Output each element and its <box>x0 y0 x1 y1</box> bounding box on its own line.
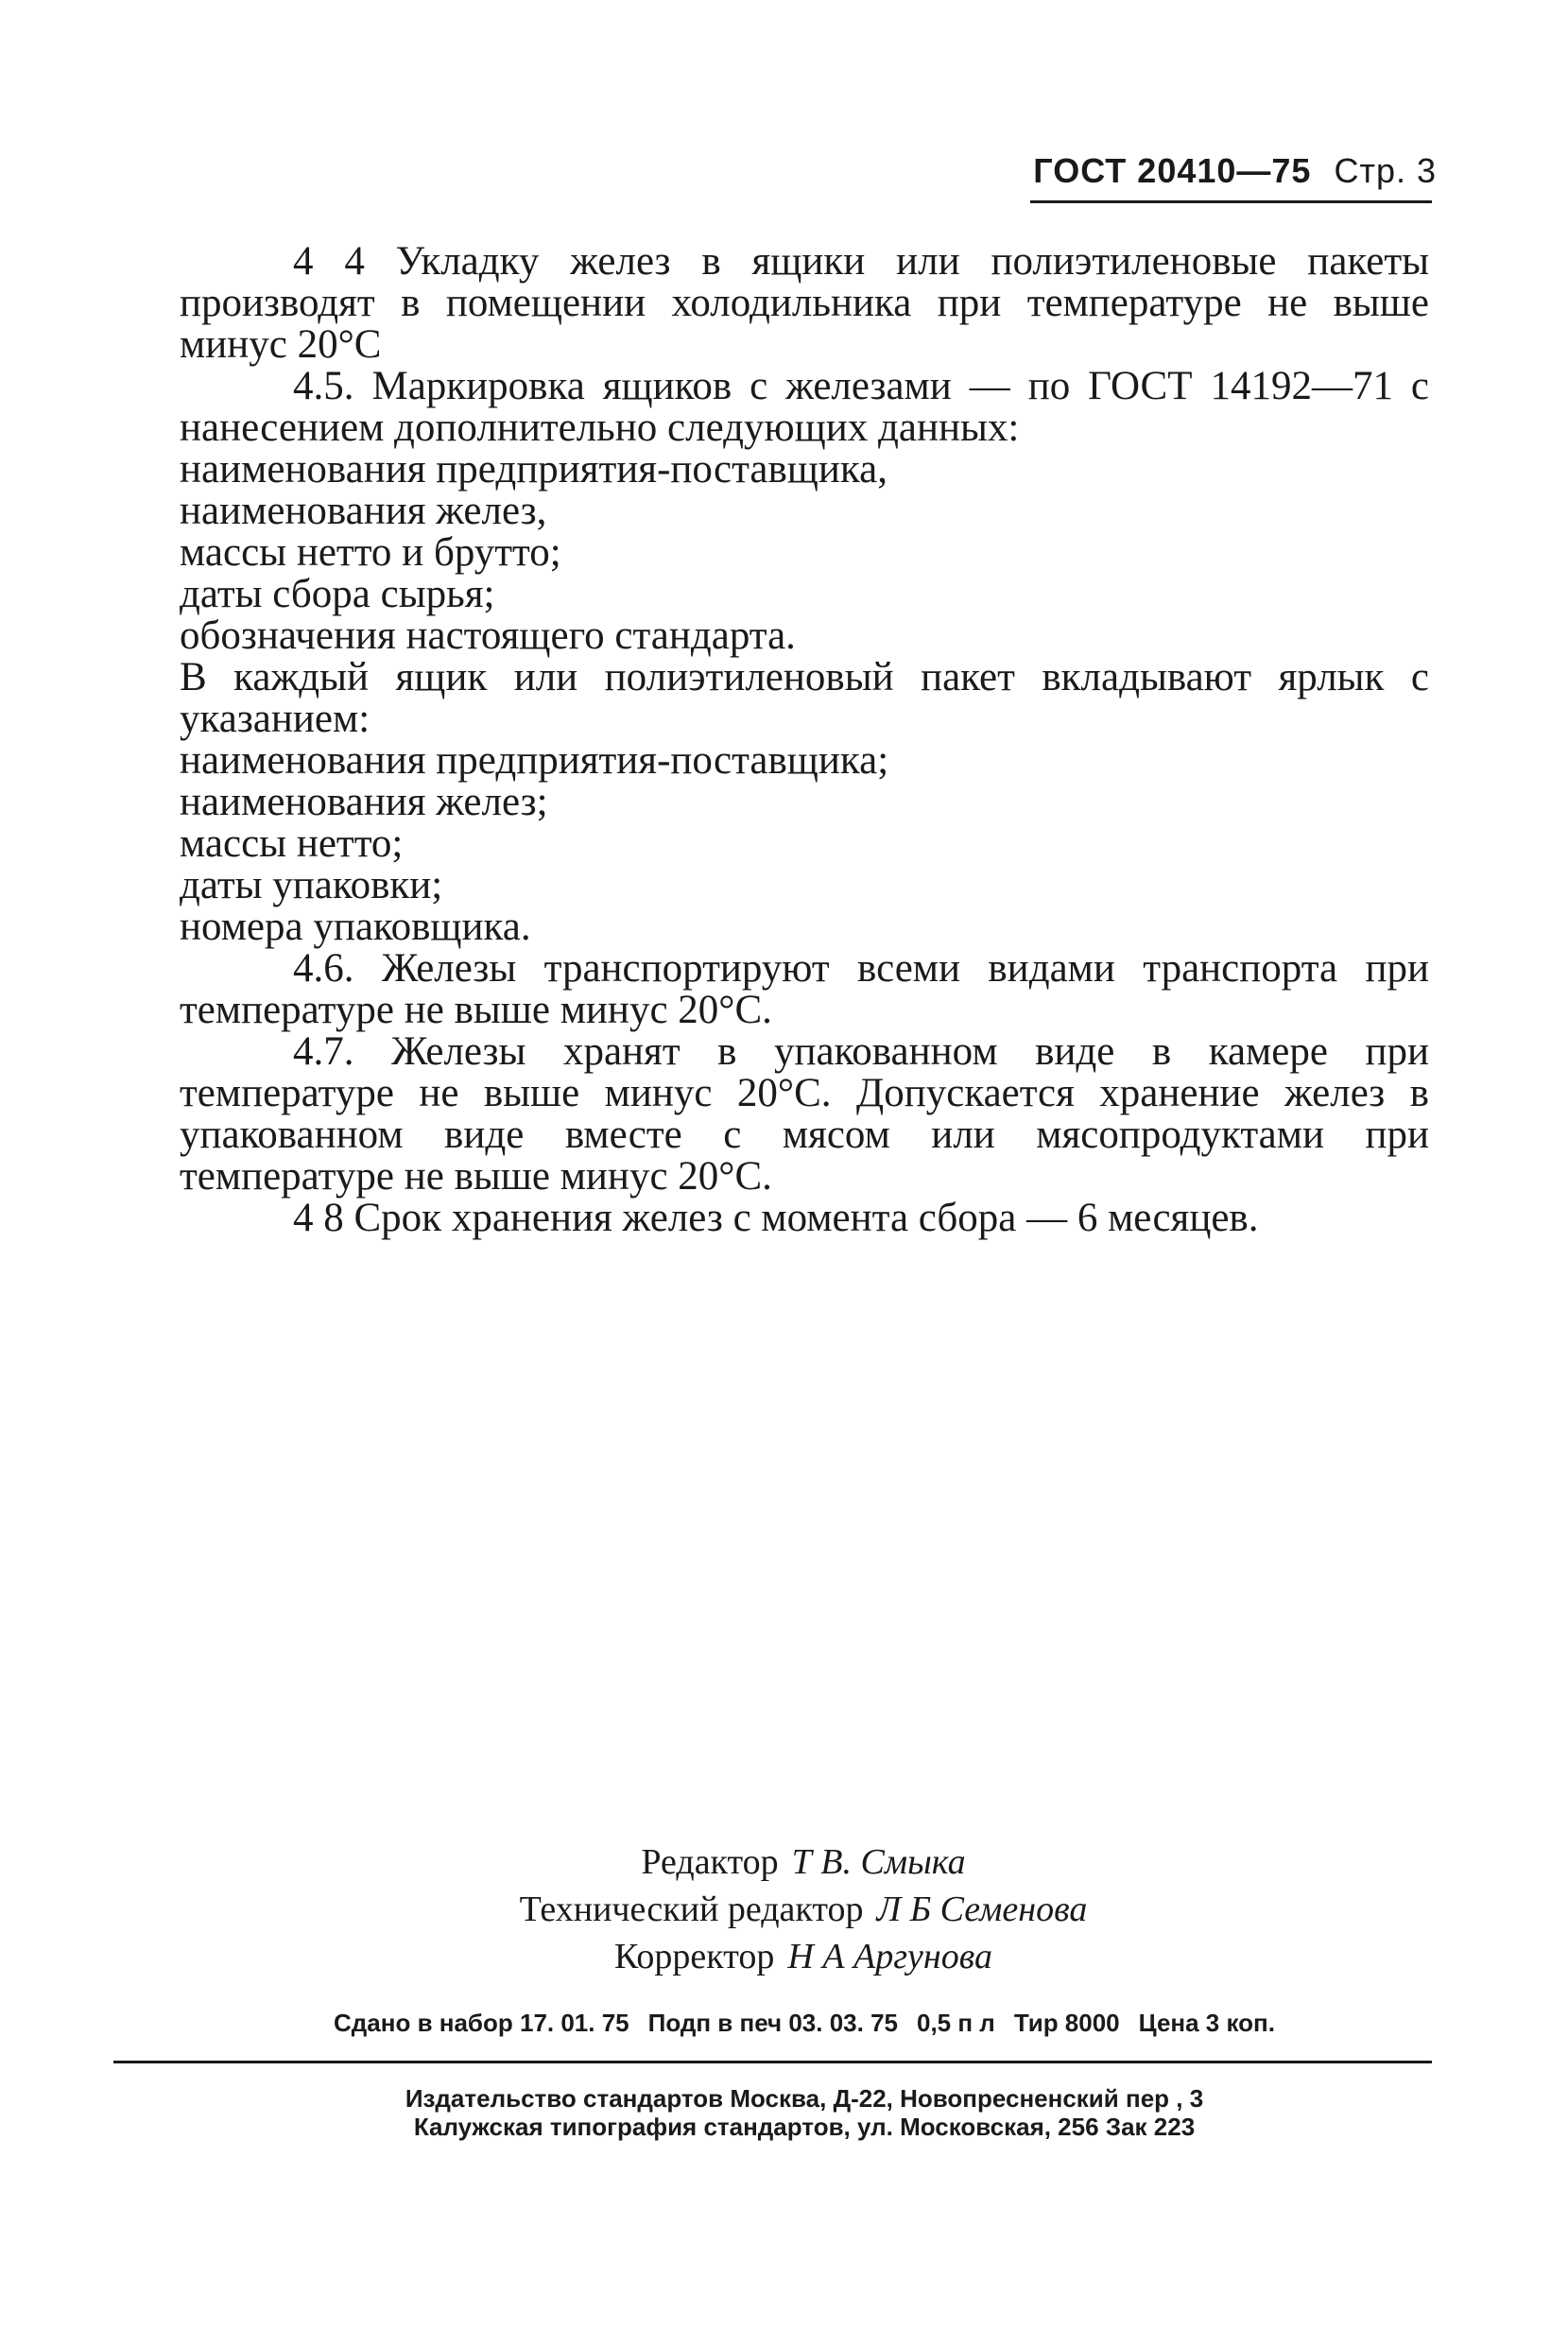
proofreader-name: Н А Аргунова <box>787 1937 993 1976</box>
printer-line: Калужская типография стандартов, ул. Московская, 256 Зак 223 <box>413 2113 1196 2141</box>
paragraph-4-8: 4 8 Срок хранения желез с момента сбора — 6 месяцев. <box>293 1196 1259 1240</box>
proofreader-label: Корректор <box>613 1937 775 1976</box>
editor-name: Т В. Смыка <box>791 1842 966 1882</box>
tech-editor-name: Л Б Семенова <box>876 1890 1088 1929</box>
paragraph-4-6: 4.6. Железы транспортируют всеми видами транспорта при температуре не выше минус 20°С. <box>180 946 1429 1032</box>
signed-date: Подп в печ 03. 03. 75 <box>647 2009 898 2037</box>
list-item: массы нетто и брутто; <box>180 530 561 575</box>
publisher-info <box>180 2084 1429 2141</box>
typeset-date: Сдано в набор 17. 01. 75 <box>334 2009 629 2037</box>
label-list <box>180 740 1429 948</box>
marking-list <box>180 449 1429 657</box>
price: Цена 3 коп. <box>1138 2009 1275 2037</box>
list-item: наименования предприятия-поставщика, <box>180 447 887 492</box>
list-item: даты упаковки; <box>180 863 443 907</box>
imprint-details <box>180 2009 1429 2038</box>
publisher-line: Издательство стандартов Москва, Д-22, Новопресненский пер , 3 <box>405 2084 1204 2113</box>
paragraph-4-4: 4 4 Укладку желез в ящики или полиэтиленовые пакеты производят в помещении холодильника при температуре не выше минус 20°С <box>180 239 1429 367</box>
list-item: наименования предприятия-поставщика; <box>180 738 889 783</box>
standard-number: ГОСТ 20410—75 <box>1033 151 1312 190</box>
header-rule <box>1030 200 1432 203</box>
paragraph-4-5: 4.5. Маркировка ящиков с железами — по ГОСТ 14192—71 с нанесением дополнительно следующих данных: <box>180 364 1429 450</box>
paragraph-4-7: 4.7. Железы хранят в упакованном виде в камере при температуре не выше минус 20°С. Допускается хранение желез в упакованном виде вместе с мясом или мясопродуктами при температуре не выше минус 20°С. <box>180 1029 1429 1199</box>
label-intro: В каждый ящик или полиэтиленовый пакет вкладывают ярлык с указанием: <box>180 655 1429 741</box>
list-item: обозначения настоящего стандарта. <box>180 613 796 658</box>
editor-label: Редактор <box>641 1842 779 1882</box>
page-number: Стр. 3 <box>1334 151 1437 190</box>
list-item: наименования желез, <box>180 489 547 533</box>
proofreader-line <box>378 1933 1229 1980</box>
editorial-credits <box>378 1838 1229 1980</box>
sheet-count: 0,5 п л <box>917 2009 995 2037</box>
list-item: номера упаковщика. <box>180 905 531 949</box>
document-body <box>180 241 1429 1239</box>
list-item: даты сбора сырья; <box>180 572 495 616</box>
tech-editor-line <box>378 1886 1229 1933</box>
editor-line <box>378 1838 1229 1886</box>
print-run: Тир 8000 <box>1013 2009 1120 2037</box>
running-header <box>945 151 1437 191</box>
list-item: массы нетто; <box>180 821 404 866</box>
tech-editor-label: Технический редактор <box>519 1890 864 1929</box>
imprint-rule <box>113 2061 1432 2063</box>
list-item: наименования желез; <box>180 780 548 824</box>
